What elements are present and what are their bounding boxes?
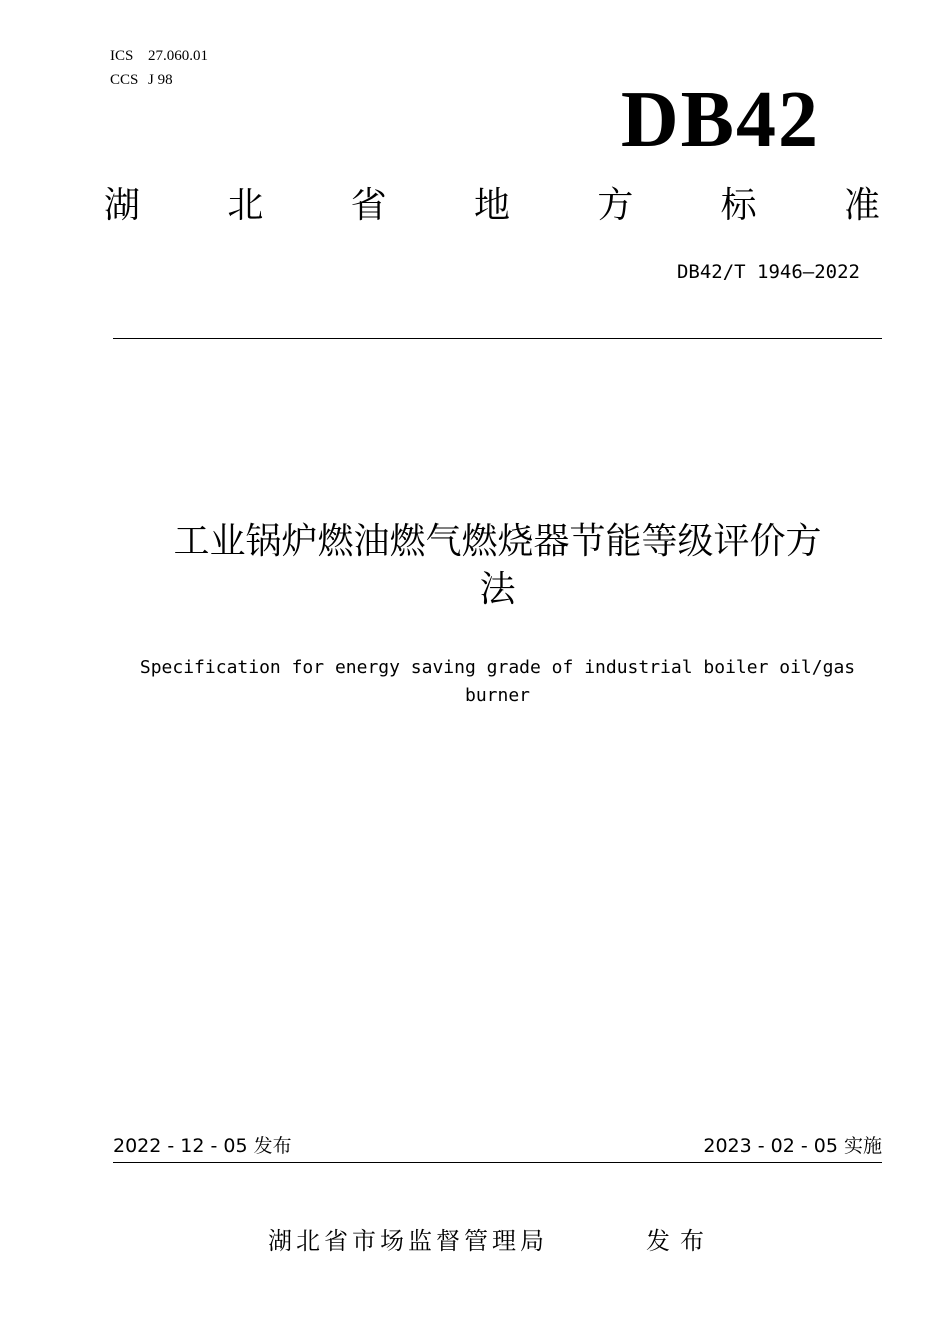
ics-label: ICS: [110, 48, 134, 64]
standard-type-char: 北: [227, 185, 264, 226]
implementation-date: 2023 - 02 - 05 实施: [703, 1135, 882, 1157]
ccs-code: J 98: [148, 72, 173, 88]
top-divider: [113, 338, 882, 339]
publish-date: 2022 - 12 - 05 发布: [113, 1135, 292, 1157]
chinese-title-line-1: 工业锅炉燃油燃气燃烧器节能等级评价方: [173, 521, 822, 562]
standard-type-char: 省: [350, 185, 387, 226]
standard-number: DB42/T 1946—2022: [676, 261, 860, 283]
english-title: [100, 654, 895, 710]
ics-code: 27.060.01: [148, 48, 208, 64]
standard-type-char: 湖: [104, 185, 141, 226]
standard-type-char: 标: [720, 185, 757, 226]
standard-mark: DB42: [620, 76, 820, 164]
english-title-line-2: burner: [464, 685, 531, 706]
ccs-code-line: [110, 70, 173, 90]
issuing-authority: 湖北省市场监督管理局: [268, 1227, 548, 1255]
bottom-divider: [113, 1162, 882, 1163]
standard-type-char: 地: [473, 185, 510, 226]
ccs-label: CCS: [110, 72, 139, 88]
standard-type-char: 准: [843, 185, 880, 226]
chinese-title: [100, 518, 895, 614]
issue-verb: 发布: [646, 1227, 714, 1255]
standard-type-heading: [104, 180, 880, 232]
english-title-line-1: Specification for energy saving grade of industrial boiler oil/gas: [139, 657, 856, 678]
standard-type-char: 方: [597, 185, 634, 226]
chinese-title-line-2: 法: [479, 569, 516, 610]
ics-code-line: [110, 46, 208, 66]
